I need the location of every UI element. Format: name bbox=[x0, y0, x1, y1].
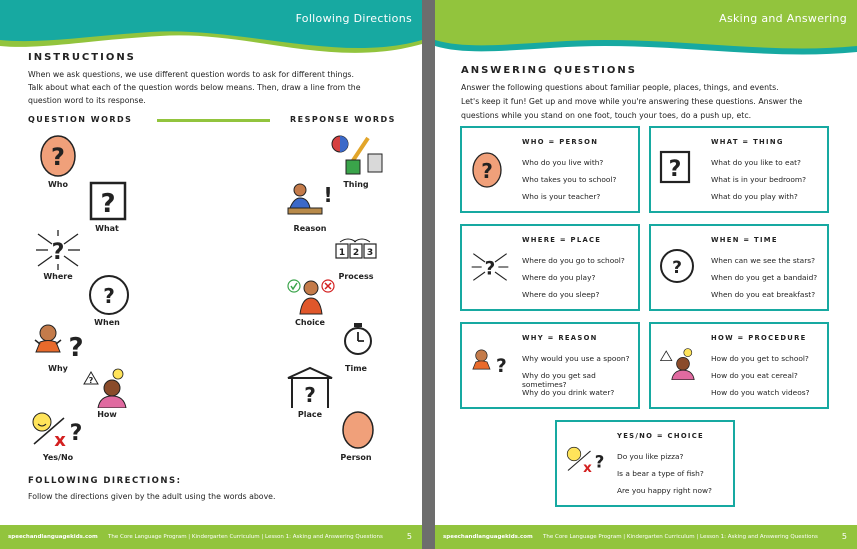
card-title: WHAT = THING bbox=[711, 138, 784, 146]
footer bbox=[435, 525, 857, 549]
card-question: What is in your bedroom? bbox=[711, 175, 807, 184]
svg-text:?: ? bbox=[304, 383, 316, 407]
person-head-icon bbox=[340, 410, 376, 450]
svg-text:?: ? bbox=[103, 284, 115, 308]
card-question: How do you eat cereal? bbox=[711, 371, 798, 380]
card-who bbox=[460, 126, 640, 213]
card-yes-no bbox=[555, 420, 735, 507]
yes-no-icon bbox=[30, 410, 86, 450]
card-question: When do you eat breakfast? bbox=[711, 290, 816, 299]
card-question: Do you like pizza? bbox=[617, 452, 684, 461]
svg-text:3: 3 bbox=[366, 248, 374, 258]
footer-info: The Core Language Program | Kindergarten Curriculum | Lesson 1: Asking and Answering Questions bbox=[543, 534, 818, 540]
svg-text:?: ? bbox=[100, 189, 116, 219]
card-when bbox=[649, 224, 829, 311]
clock-question-icon bbox=[659, 248, 695, 284]
clock-question-icon bbox=[88, 274, 130, 316]
place-house-icon bbox=[286, 366, 334, 410]
card-why bbox=[460, 322, 640, 409]
thinking-person-icon bbox=[659, 346, 699, 380]
response-word-choice: Choice bbox=[295, 318, 325, 327]
card-question: Are you happy right now? bbox=[617, 486, 712, 495]
svg-text:?: ? bbox=[668, 157, 682, 182]
response-word-reason: Reason bbox=[293, 224, 327, 233]
response-word-place: Place bbox=[297, 410, 323, 419]
face-question-icon bbox=[470, 150, 504, 190]
card-title: HOW = PROCEDURE bbox=[711, 334, 807, 342]
footer bbox=[0, 525, 422, 549]
response-word-process: Process bbox=[338, 272, 374, 281]
svg-text:x: x bbox=[583, 460, 592, 476]
arrows-question-icon bbox=[34, 228, 82, 272]
header-title: Following Directions bbox=[295, 12, 412, 25]
thinking-person-icon bbox=[82, 366, 132, 408]
card-title: WHERE = PLACE bbox=[522, 236, 602, 244]
svg-text:!: ! bbox=[323, 183, 333, 207]
question-word-yes-no: Yes/No bbox=[42, 453, 74, 462]
card-question: Where do you go to school? bbox=[522, 256, 625, 265]
card-question: How do you watch videos? bbox=[711, 388, 810, 397]
face-question-icon bbox=[38, 134, 78, 178]
card-where bbox=[460, 224, 640, 311]
svg-text:2: 2 bbox=[352, 248, 360, 258]
card-question: Why would you use a spoon? bbox=[522, 354, 630, 363]
card-question: Why do you get sad sometimes? bbox=[522, 371, 596, 389]
svg-text:?: ? bbox=[496, 356, 507, 377]
footer-site: speechandlanguagekids.com bbox=[8, 534, 98, 540]
box-question-icon bbox=[89, 181, 127, 221]
card-question: Is a bear a type of fish? bbox=[617, 469, 704, 478]
response-words-heading: RESPONSE WORDS bbox=[290, 115, 396, 124]
following-heading: FOLLOWING DIRECTIONS: bbox=[28, 476, 182, 486]
svg-text:?: ? bbox=[594, 452, 605, 472]
card-question: Why do you drink water? bbox=[522, 388, 615, 397]
yes-no-icon bbox=[565, 444, 607, 476]
arrows-question-icon bbox=[470, 248, 510, 286]
divider-line bbox=[157, 119, 270, 122]
question-word-why: Why bbox=[48, 364, 68, 373]
answering-heading: ANSWERING QUESTIONS bbox=[461, 65, 637, 76]
question-words-heading: QUESTION WORDS bbox=[28, 115, 133, 124]
response-word-time: Time bbox=[345, 364, 367, 373]
card-question: What do you play with? bbox=[711, 192, 798, 201]
header-wave bbox=[435, 0, 857, 70]
question-word-where: Where bbox=[43, 272, 73, 281]
objects-icon bbox=[330, 134, 386, 178]
card-title: WHY = REASON bbox=[522, 334, 598, 342]
svg-text:?: ? bbox=[672, 258, 682, 278]
card-question: Who takes you to school? bbox=[522, 175, 617, 184]
choice-person-icon bbox=[286, 276, 336, 316]
page-number: 5 bbox=[841, 532, 847, 541]
svg-text:1: 1 bbox=[338, 248, 346, 258]
reason-person-icon bbox=[286, 180, 336, 220]
following-text: Follow the directions given by the adult using the words above. bbox=[28, 492, 276, 501]
footer-site: speechandlanguagekids.com bbox=[443, 534, 533, 540]
footer-info: The Core Language Program | Kindergarten Curriculum | Lesson 1: Asking and Answering Questions bbox=[108, 534, 383, 540]
svg-text:x: x bbox=[54, 430, 66, 450]
header-title: Asking and Answering bbox=[719, 12, 847, 25]
instructions-heading: INSTRUCTIONS bbox=[28, 52, 136, 63]
card-question: How do you get to school? bbox=[711, 354, 809, 363]
card-question: When do you get a bandaid? bbox=[711, 273, 818, 282]
question-word-who: Who bbox=[47, 180, 68, 189]
intro-text: Answer the following questions about familiar people, places, things, and events. Let's keep it fun! Get up and move while you're answering these questions. Answer the questions while you stand on one foot, touch your toes, do a push up, etc. bbox=[461, 83, 803, 120]
card-title: YES/NO = CHOICE bbox=[617, 432, 704, 440]
card-question: Who do you live with? bbox=[522, 158, 604, 167]
svg-text:?: ? bbox=[484, 258, 496, 280]
page-number: 5 bbox=[406, 532, 412, 541]
svg-text:?: ? bbox=[88, 376, 94, 385]
process-steps-icon bbox=[334, 236, 378, 260]
response-word-person: Person bbox=[340, 453, 372, 462]
card-question: What do you like to eat? bbox=[711, 158, 801, 167]
card-title: WHEN = TIME bbox=[711, 236, 778, 244]
shrug-question-icon bbox=[470, 346, 510, 378]
left-page bbox=[0, 0, 422, 549]
right-page bbox=[435, 0, 857, 549]
stopwatch-icon bbox=[342, 322, 374, 356]
card-question: Where do you play? bbox=[522, 273, 596, 282]
svg-text:?: ? bbox=[69, 421, 83, 446]
card-title: WHO = PERSON bbox=[522, 138, 599, 146]
question-word-when: When bbox=[94, 318, 120, 327]
shrug-question-icon bbox=[32, 322, 88, 362]
question-word-how: How bbox=[97, 410, 117, 419]
box-question-icon bbox=[659, 150, 693, 186]
svg-text:?: ? bbox=[51, 240, 65, 265]
instructions-text: When we ask questions, we use different question words to ask for different things. Talk about what each of the question words below means. Then, draw a line from the question word to its response. bbox=[28, 70, 361, 105]
card-what bbox=[649, 126, 829, 213]
svg-text:?: ? bbox=[481, 159, 493, 183]
svg-text:?: ? bbox=[68, 333, 84, 362]
question-word-what: What bbox=[95, 224, 119, 233]
response-word-thing: Thing bbox=[343, 180, 369, 189]
card-question: When can we see the stars? bbox=[711, 256, 815, 265]
card-question: Where do you sleep? bbox=[522, 290, 600, 299]
svg-text:?: ? bbox=[51, 143, 65, 171]
card-how bbox=[649, 322, 829, 409]
card-question: Who is your teacher? bbox=[522, 192, 601, 201]
